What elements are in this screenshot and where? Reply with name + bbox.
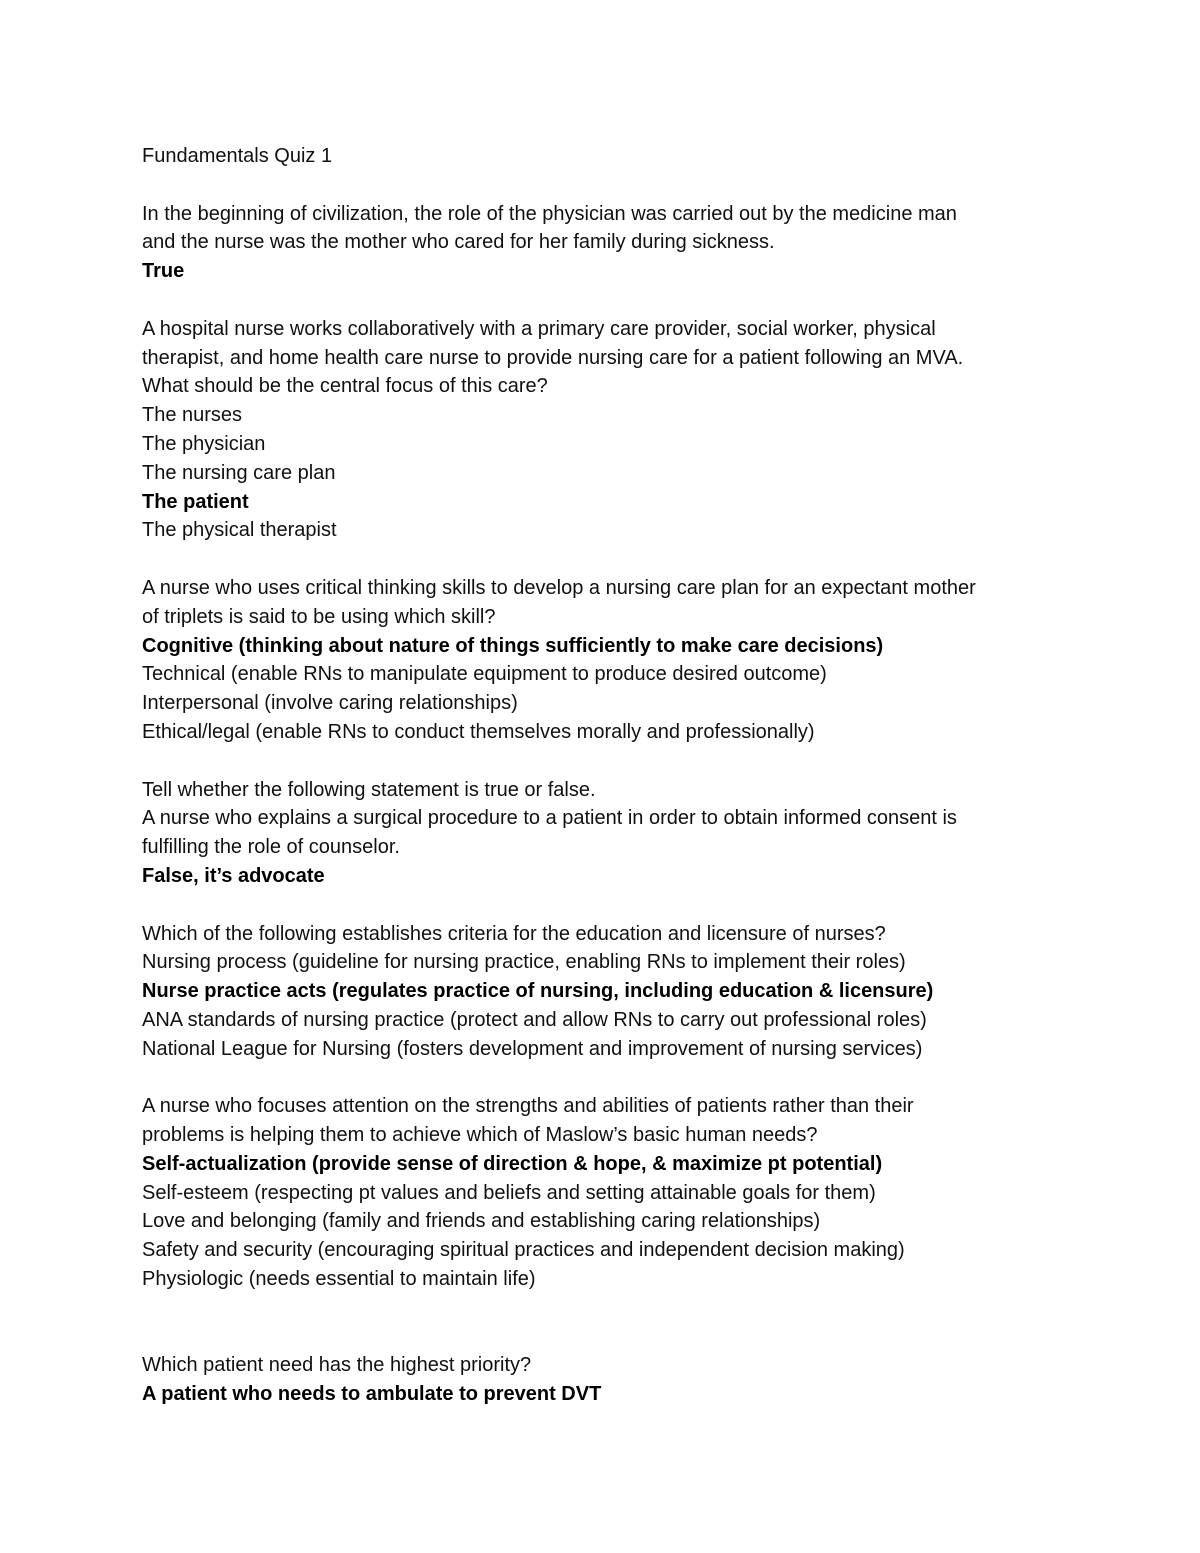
spacer (142, 891, 1052, 920)
question-text-line: fulfilling the role of counselor. (142, 836, 400, 859)
correct-answer-option: Self-actualization (provide sense of direction & hope, & maximize pt potential) (142, 1152, 883, 1175)
spacer (142, 286, 1052, 315)
answer-option: Physiologic (needs essential to maintain life) (142, 1268, 536, 1291)
question-block-2 (142, 315, 1052, 545)
answer-option: The physician (142, 432, 266, 455)
question-block-4 (142, 776, 1052, 891)
correct-answer: A patient who needs to ambulate to prevent DVT (142, 1383, 602, 1406)
question-text-line: A nurse who explains a surgical procedure to a patient in order to obtain informed consent is (142, 807, 957, 830)
question-text-line: A hospital nurse works collaboratively with a primary care provider, social worker, physical (142, 317, 936, 340)
answer-option: Love and belonging (family and friends and establishing caring relationships) (142, 1210, 821, 1233)
answer-option: Safety and security (encouraging spiritual practices and independent decision making) (142, 1239, 905, 1262)
spacer (142, 171, 1052, 200)
answer-option: Self-esteem (respecting pt values and beliefs and setting attainable goals for them) (142, 1181, 876, 1204)
spacer (142, 1064, 1052, 1093)
question-text-line: Tell whether the following statement is true or false. (142, 778, 596, 801)
answer-option: Ethical/legal (enable RNs to conduct themselves morally and professionally) (142, 720, 815, 743)
question-text-line: A nurse who uses critical thinking skills to develop a nursing care plan for an expectant mother (142, 576, 976, 599)
question-block-3 (142, 574, 1052, 747)
answer-option: The nursing care plan (142, 461, 336, 484)
question-text-line: therapist, and home health care nurse to provide nursing care for a patient following an MVA. (142, 346, 964, 369)
correct-answer: True (142, 260, 185, 283)
question-text-line: What should be the central focus of this care? (142, 375, 548, 398)
question-block-7 (142, 1351, 1052, 1409)
answer-option: Interpersonal (involve caring relationships) (142, 692, 518, 715)
question-text-line: A nurse who focuses attention on the strengths and abilities of patients rather than their (142, 1095, 914, 1118)
question-text-line: and the nurse was the mother who cared for her family during sickness. (142, 231, 775, 254)
document-body (142, 142, 1052, 1409)
correct-answer-option: Nurse practice acts (regulates practice of nursing, including education & licensure) (142, 980, 934, 1003)
question-block-5 (142, 920, 1052, 1064)
answer-option: ANA standards of nursing practice (protect and allow RNs to carry out professional roles) (142, 1008, 927, 1031)
correct-answer-option: The patient (142, 490, 249, 513)
answer-option: Nursing process (guideline for nursing practice, enabling RNs to implement their roles) (142, 951, 906, 974)
spacer (142, 545, 1052, 574)
correct-answer-option: Cognitive (thinking about nature of things sufficiently to make care decisions) (142, 634, 884, 657)
answer-option: National League for Nursing (fosters development and improvement of nursing services) (142, 1037, 923, 1060)
spacer (142, 1294, 1052, 1352)
spacer (142, 747, 1052, 776)
answer-option: The physical therapist (142, 519, 337, 542)
question-text-line: In the beginning of civilization, the role of the physician was carried out by the medicine man (142, 202, 957, 225)
correct-answer: False, it’s advocate (142, 864, 325, 887)
answer-option: Technical (enable RNs to manipulate equipment to produce desired outcome) (142, 663, 827, 686)
answer-option: The nurses (142, 404, 243, 427)
question-text-line: problems is helping them to achieve which of Maslow’s basic human needs? (142, 1124, 818, 1147)
question-text-line: Which of the following establishes criteria for the education and licensure of nurses? (142, 922, 886, 945)
question-text-line: Which patient need has the highest priority? (142, 1354, 532, 1377)
question-text-line: of triplets is said to be using which skill? (142, 605, 496, 628)
question-block-6 (142, 1092, 1052, 1294)
document-title: Fundamentals Quiz 1 (142, 145, 333, 167)
question-block-1 (142, 200, 1052, 286)
